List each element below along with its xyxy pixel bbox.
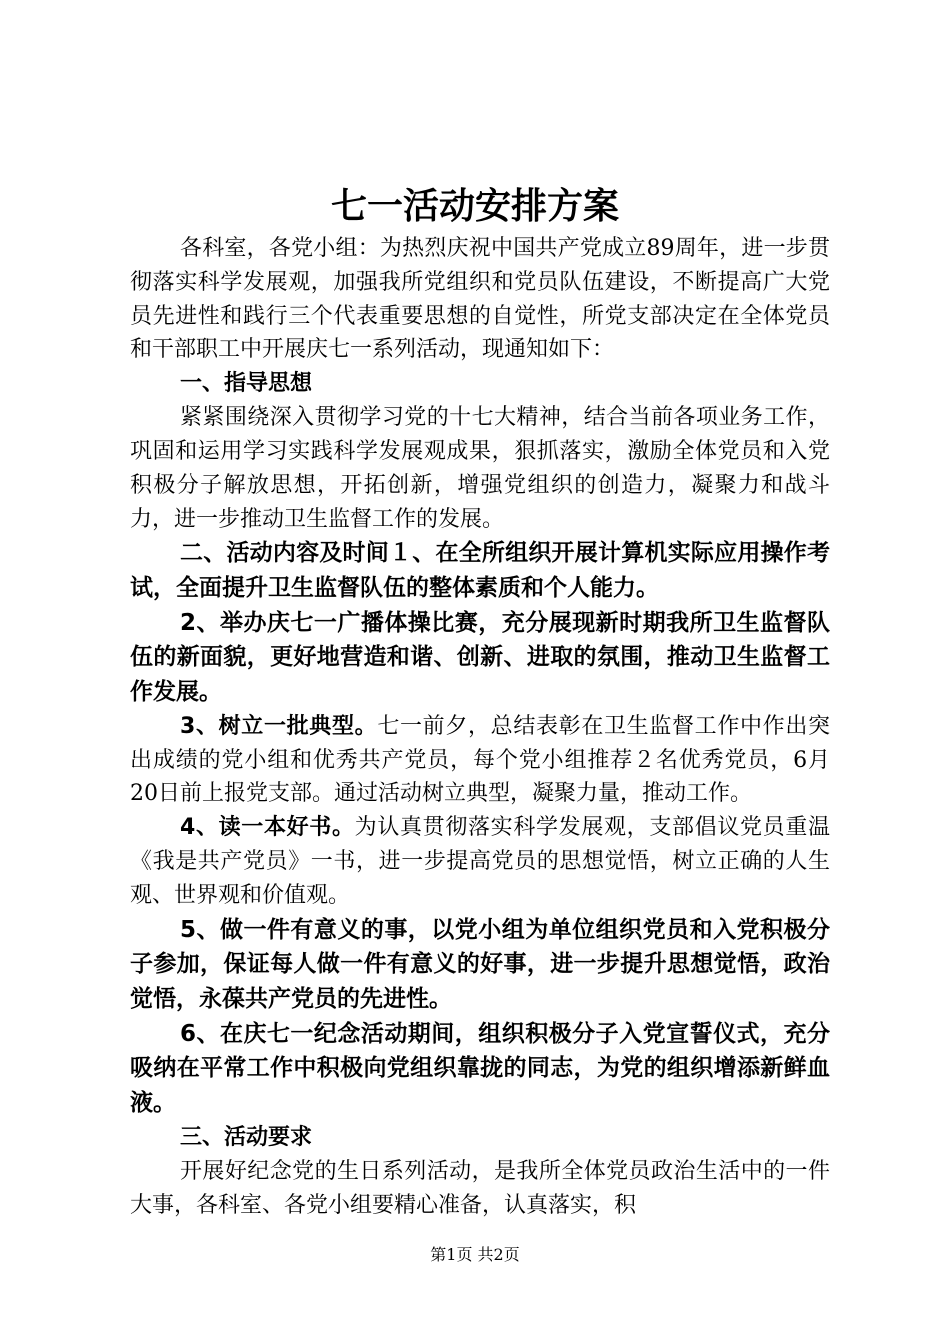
activity-item-3-text: 七一前夕，总结表彰在卫生监督工作中作出突出成绩的党小组和优秀共产党员，每个党小组推荐２名优秀党员，6月20日前上报党支部。通过活动树立典型，凝聚力量，推动工作。 <box>130 713 830 807</box>
document-body <box>130 232 830 1222</box>
section-heading-guiding-thought: 一、指导思想 <box>180 371 313 397</box>
section-heading-requirements: 三、活动要求 <box>180 1124 313 1150</box>
activity-item-4-text: 为认真贯彻落实科学发展观，支部倡议党员重温《我是共产党员》一书，进一步提高党员的思想觉悟，树立正确的人生观、世界观和价值观。 <box>130 815 830 908</box>
intro-paragraph: 各科室，各党小组：为热烈庆祝中国共产党成立89周年，进一步贯彻落实科学发展观，加强我所党组织和党员队伍建设，不断提高广大党员先进性和践行三个代表重要思想的自觉性，所党支部决定在全体党员和干部职工中开展庆七一系列活动，现通知如下： <box>130 236 830 363</box>
activity-item-3 <box>130 710 830 811</box>
activity-item-2: 2、举办庆七一广播体操比赛，充分展现新时期我所卫生监督队伍的新面貌，更好地营造和谐、创新、进取的氛围，推动卫生监督工作发展。 <box>130 609 830 706</box>
document-title: 七一活动安排方案 <box>330 185 619 227</box>
activity-item-3-lead: 3、树立一批典型。 <box>180 713 378 739</box>
guiding-thought-paragraph: 紧紧围绕深入贯彻学习党的十七大精神，结合当前各项业务工作，巩固和运用学习实践科学发展观成果，狠抓落实，激励全体党员和入党积极分子解放思想，开拓创新，增强党组织的创造力，凝聚力和战斗力，进一步推动卫生监督工作的发展。 <box>130 405 830 532</box>
requirements-paragraph: 开展好纪念党的生日系列活动，是我所全体党员政治生活中的一件大事，各科室、各党小组要精心准备，认真落实，积 <box>130 1158 830 1218</box>
activity-item-6: 6、在庆七一纪念活动期间，组织积极分子入党宣誓仪式，充分吸纳在平常工作中积极向党组织靠拢的同志，为党的组织增添新鲜血液。 <box>130 1020 830 1117</box>
activity-item-4-lead: 4、读一本好书。 <box>180 815 355 841</box>
activity-item-4 <box>130 811 830 912</box>
activity-item-1: 二、活动内容及时间１、在全所组织开展计算机实际应用操作考试，全面提升卫生监督队伍的整体素质和个人能力。 <box>130 540 830 602</box>
page-number-footer: 第1页 共2页 <box>430 1245 520 1264</box>
activity-item-5: 5、做一件有意义的事，以党小组为单位组织党员和入党积极分子参加，保证每人做一件有意义的好事，进一步提升思想觉悟，政治觉悟，永葆共产党员的先进性。 <box>130 916 830 1013</box>
